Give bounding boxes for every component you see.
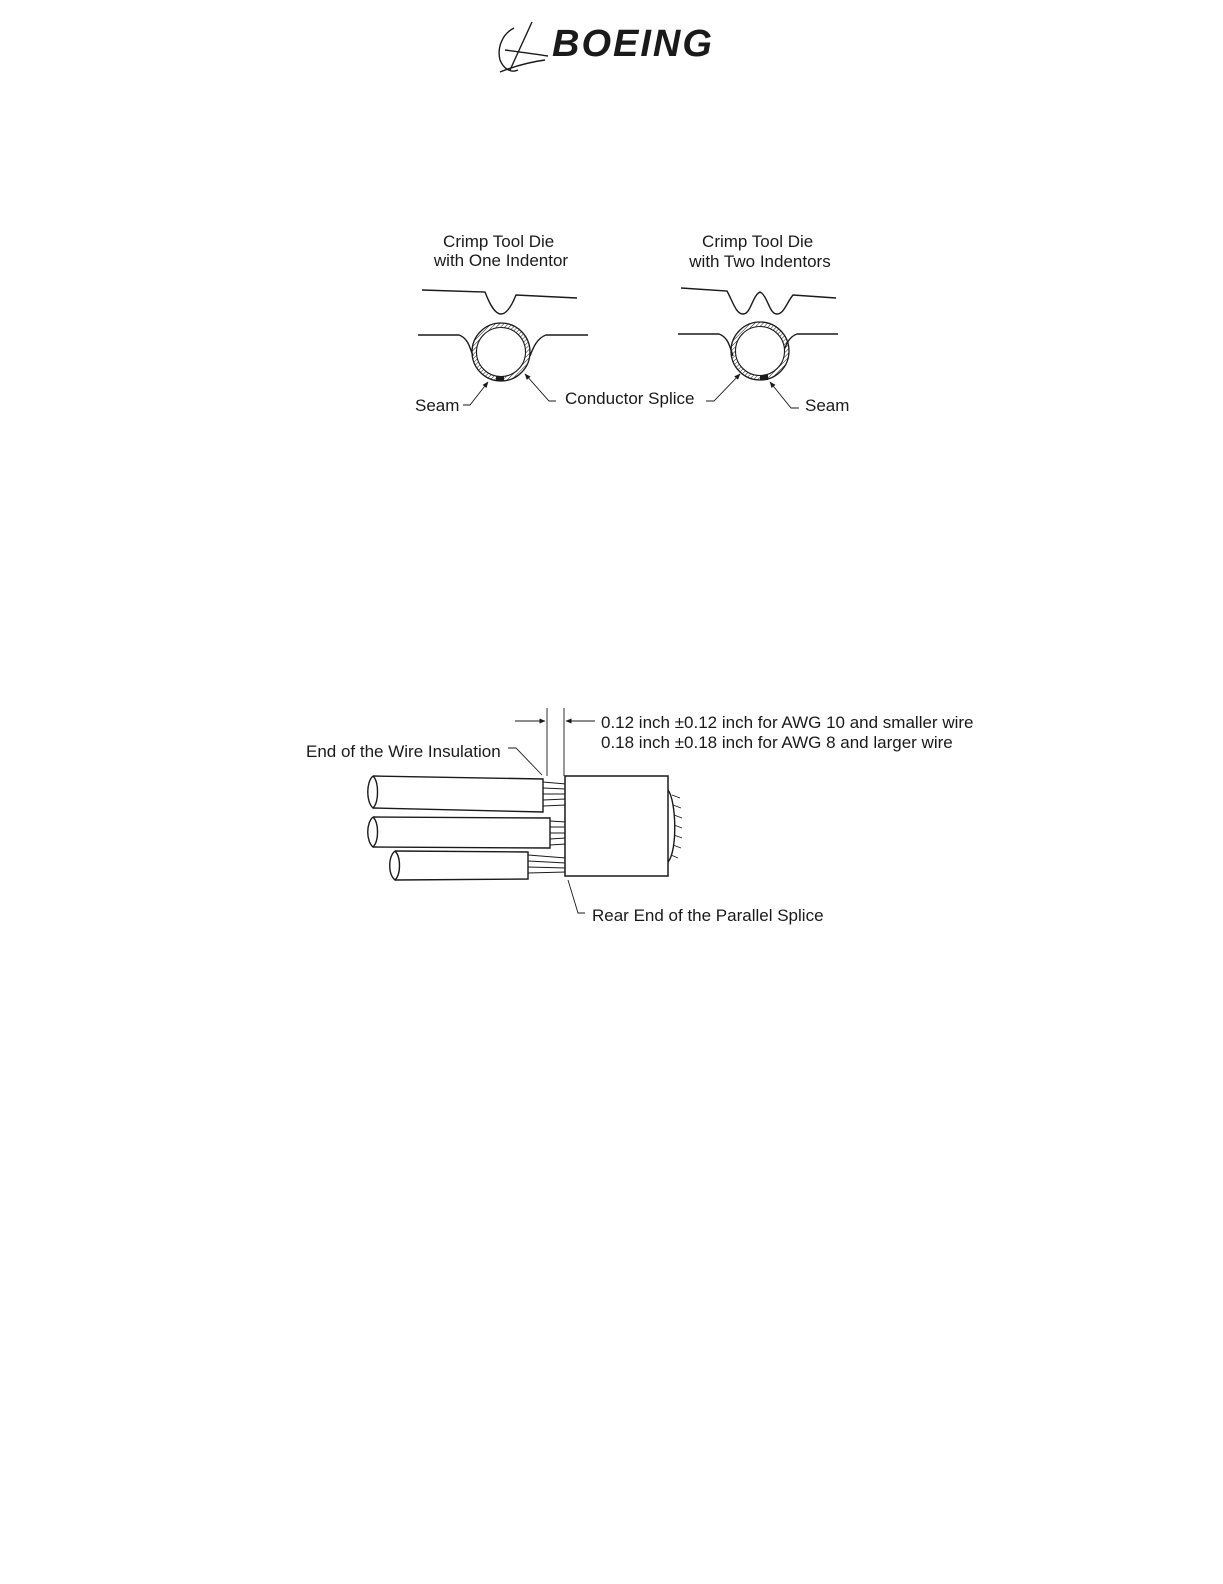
parallel-splice-barrel [565,776,682,876]
wire-bottom [390,851,566,880]
boeing-symbol-icon [499,22,548,72]
wire-top [368,776,566,812]
wire-insulation-label: End of the Wire Insulation [306,742,501,761]
two-indentor-title: Crimp Tool Die with Two Indentors [689,232,831,271]
dimension-line-2: 0.18 inch ±0.18 inch for AWG 8 and larger wire [601,733,953,752]
splice-cross-section-right [731,322,789,380]
seam-right-leader [770,382,799,408]
dimension-line-1: 0.12 inch ±0.12 inch for AWG 10 and smaller wire [601,713,974,732]
splice-leader-right [706,374,740,401]
rear-end-label: Rear End of the Parallel Splice [592,906,824,925]
seam-label-right: Seam [805,396,850,415]
boeing-wordmark: BOEING [552,23,714,65]
insulation-leader [508,748,542,775]
splice-cross-section-left [472,323,530,381]
seam-mark-left [496,376,504,381]
splice-leader-left [525,374,556,401]
rear-end-leader [568,880,585,913]
seam-label-left: Seam [415,396,460,415]
parallel-splice-figure [306,708,974,925]
seam-left-leader [463,382,488,405]
crimp-die-figure [415,232,849,415]
wire-middle [368,817,566,848]
conductor-splice-label: Conductor Splice [565,389,695,408]
seam-mark-right [760,375,768,380]
boeing-logo [499,22,714,72]
one-indentor-title: Crimp Tool Die with One Indentor [433,232,569,270]
